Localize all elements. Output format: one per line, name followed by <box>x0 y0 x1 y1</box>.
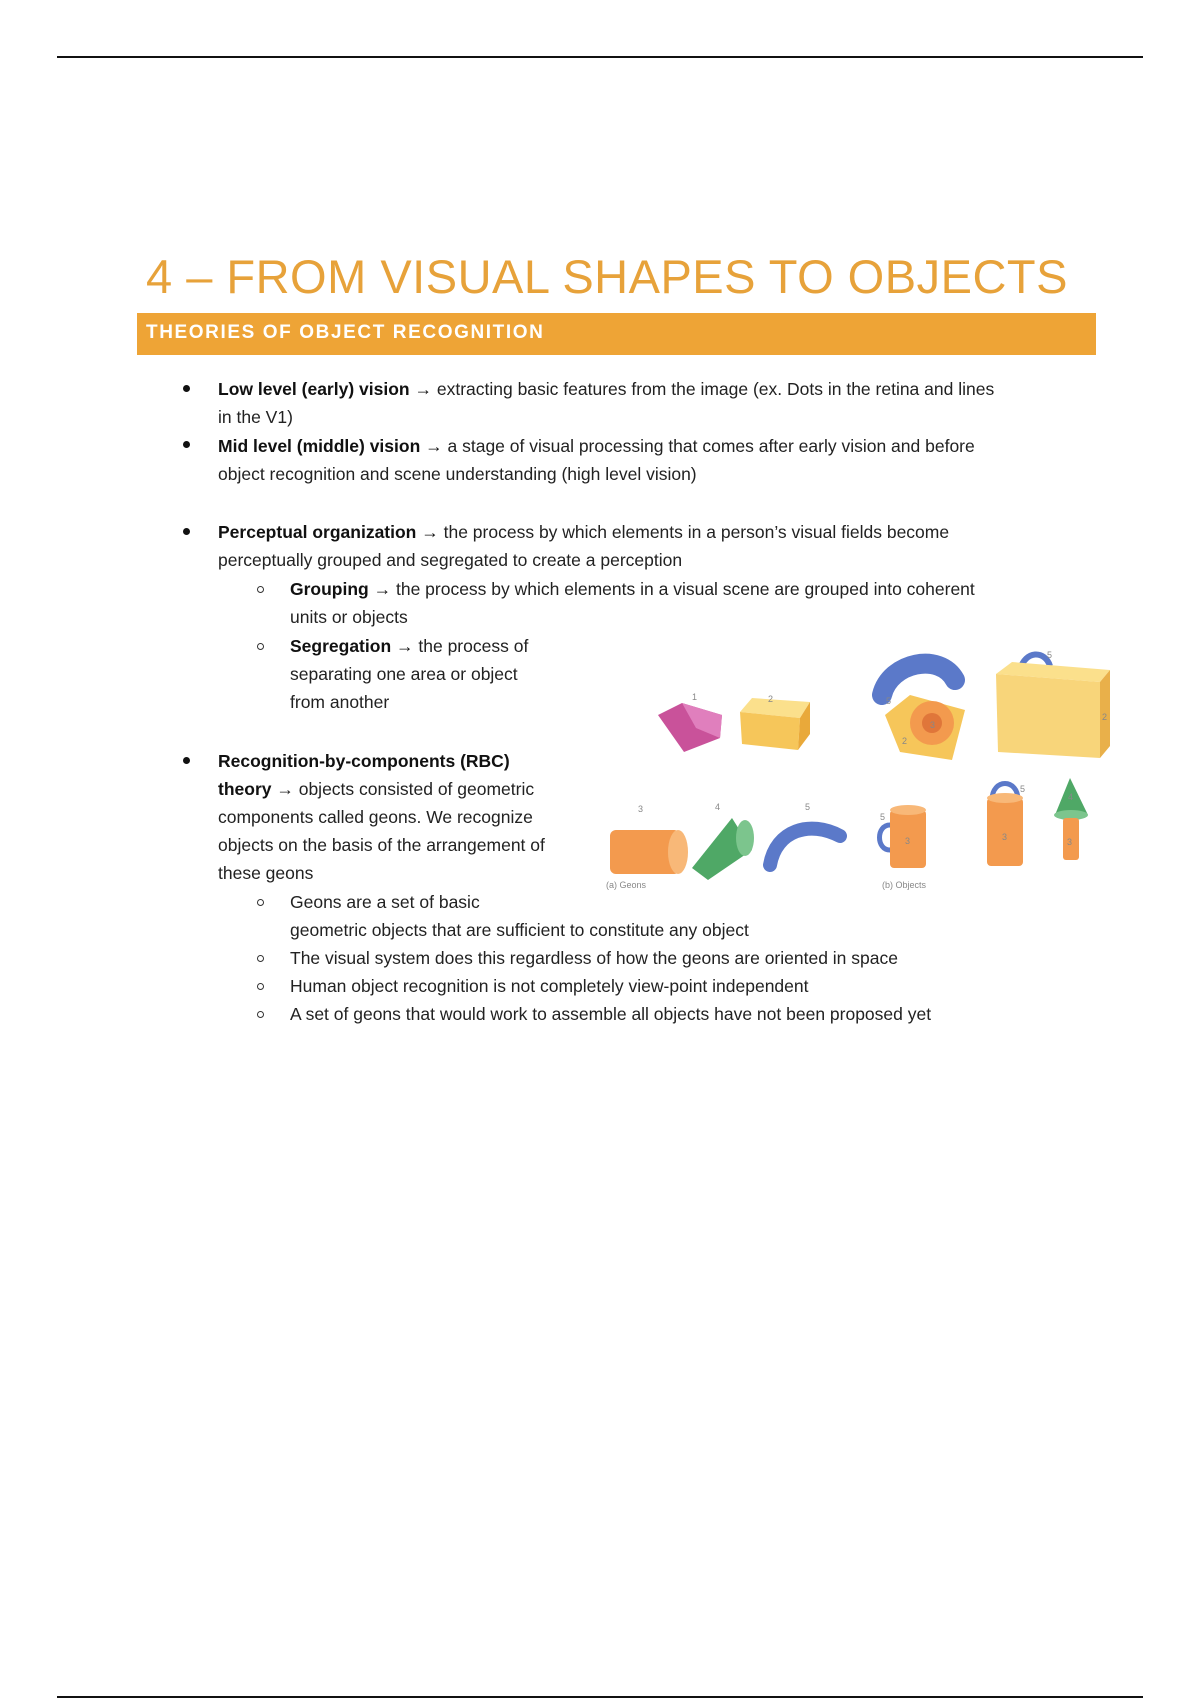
object-lamp <box>1054 778 1088 860</box>
bullet <box>183 528 190 535</box>
geon-number: 3 <box>638 804 644 814</box>
geons-line2: geometric objects that are sufficient to constitute any object <box>290 920 749 940</box>
object-number: 3 <box>930 720 936 730</box>
sub-bullet <box>257 643 264 650</box>
segregation-line3: from another <box>290 692 390 712</box>
geons-line1: Geons are a set of basic <box>290 892 480 912</box>
rbc-line2: theory → objects consisted of geometric <box>218 779 535 799</box>
viewpoint-line: Human object recognition is not completely view-point independent <box>290 976 809 996</box>
rbc-line3: components called geons. We recognize <box>218 807 533 827</box>
object-mug <box>880 805 927 868</box>
page-title: 4 – FROM VISUAL SHAPES TO OBJECTS <box>146 250 1068 304</box>
object-number: 3 <box>1002 832 1008 842</box>
object-number: 5 <box>1020 784 1026 794</box>
section-heading-band <box>137 313 1096 355</box>
geon-2-brick <box>740 694 810 750</box>
geon-number: 5 <box>805 802 811 812</box>
geon-number: 1 <box>692 692 698 702</box>
figure-caption-a: (a) Geons <box>606 880 647 890</box>
perceptual-line1: Perceptual organization → the process by which elements in a person’s visual fields become <box>218 522 950 542</box>
section-heading: THEORIES OF OBJECT RECOGNITION <box>146 322 545 343</box>
object-number: 5 <box>1047 650 1053 660</box>
grouping-line2: units or objects <box>290 607 408 627</box>
geons-illustration <box>600 640 1120 895</box>
segregation-line1: Segregation → the process of <box>290 636 529 656</box>
rbc-line1: Recognition-by-components (RBC) <box>218 751 510 771</box>
geon-number: 4 <box>715 802 721 812</box>
segregation-line2: separating one area or object <box>290 664 518 684</box>
low-level-line2: in the V1) <box>218 407 293 427</box>
geon-5-curved-tube <box>770 802 840 865</box>
grouping-line1: Grouping → the process by which elements in a visual scene are grouped into coherent <box>290 579 975 599</box>
bottom-rule <box>57 1696 1143 1698</box>
mid-level-line1: Mid level (middle) vision → a stage of visual processing that comes after early vision and before <box>218 436 975 456</box>
object-telephone <box>882 664 965 760</box>
bullet <box>183 441 190 448</box>
object-bucket <box>987 784 1025 867</box>
rbc-line5: these geons <box>218 863 314 883</box>
object-briefcase <box>996 650 1110 758</box>
geon-set-line: A set of geons that would work to assemble all objects have not been proposed yet <box>290 1004 932 1024</box>
sub-bullet <box>257 955 264 962</box>
object-number: 5 <box>886 696 892 706</box>
object-number: 2 <box>902 736 908 746</box>
sub-bullet <box>257 983 264 990</box>
figure-caption-b: (b) Objects <box>882 880 927 890</box>
geon-3-cylinder <box>610 804 688 874</box>
bullet <box>183 757 190 764</box>
object-number: 3 <box>905 836 911 846</box>
object-number: 4 <box>1068 792 1074 802</box>
orientation-line: The visual system does this regardless of how the geons are oriented in space <box>290 948 898 968</box>
rbc-line4: objects on the basis of the arrangement of <box>218 835 545 855</box>
object-number: 3 <box>1067 837 1073 847</box>
perceptual-line2: perceptually grouped and segregated to create a perception <box>218 550 683 570</box>
low-level-line1: Low level (early) vision → extracting basic features from the image (ex. Dots in the retina and lines <box>218 379 995 399</box>
mid-level-line2: object recognition and scene understanding (high level vision) <box>218 464 697 484</box>
sub-bullet <box>257 1011 264 1018</box>
sub-bullet <box>257 586 264 593</box>
geon-4-cone <box>692 802 754 880</box>
bullet <box>183 385 190 392</box>
geons-figure <box>600 640 1120 895</box>
object-number: 2 <box>1102 712 1108 722</box>
geon-number: 2 <box>768 694 774 704</box>
top-rule <box>57 56 1143 58</box>
sub-bullet <box>257 899 264 906</box>
object-number: 5 <box>880 812 886 822</box>
geon-1-wedge <box>658 692 722 752</box>
